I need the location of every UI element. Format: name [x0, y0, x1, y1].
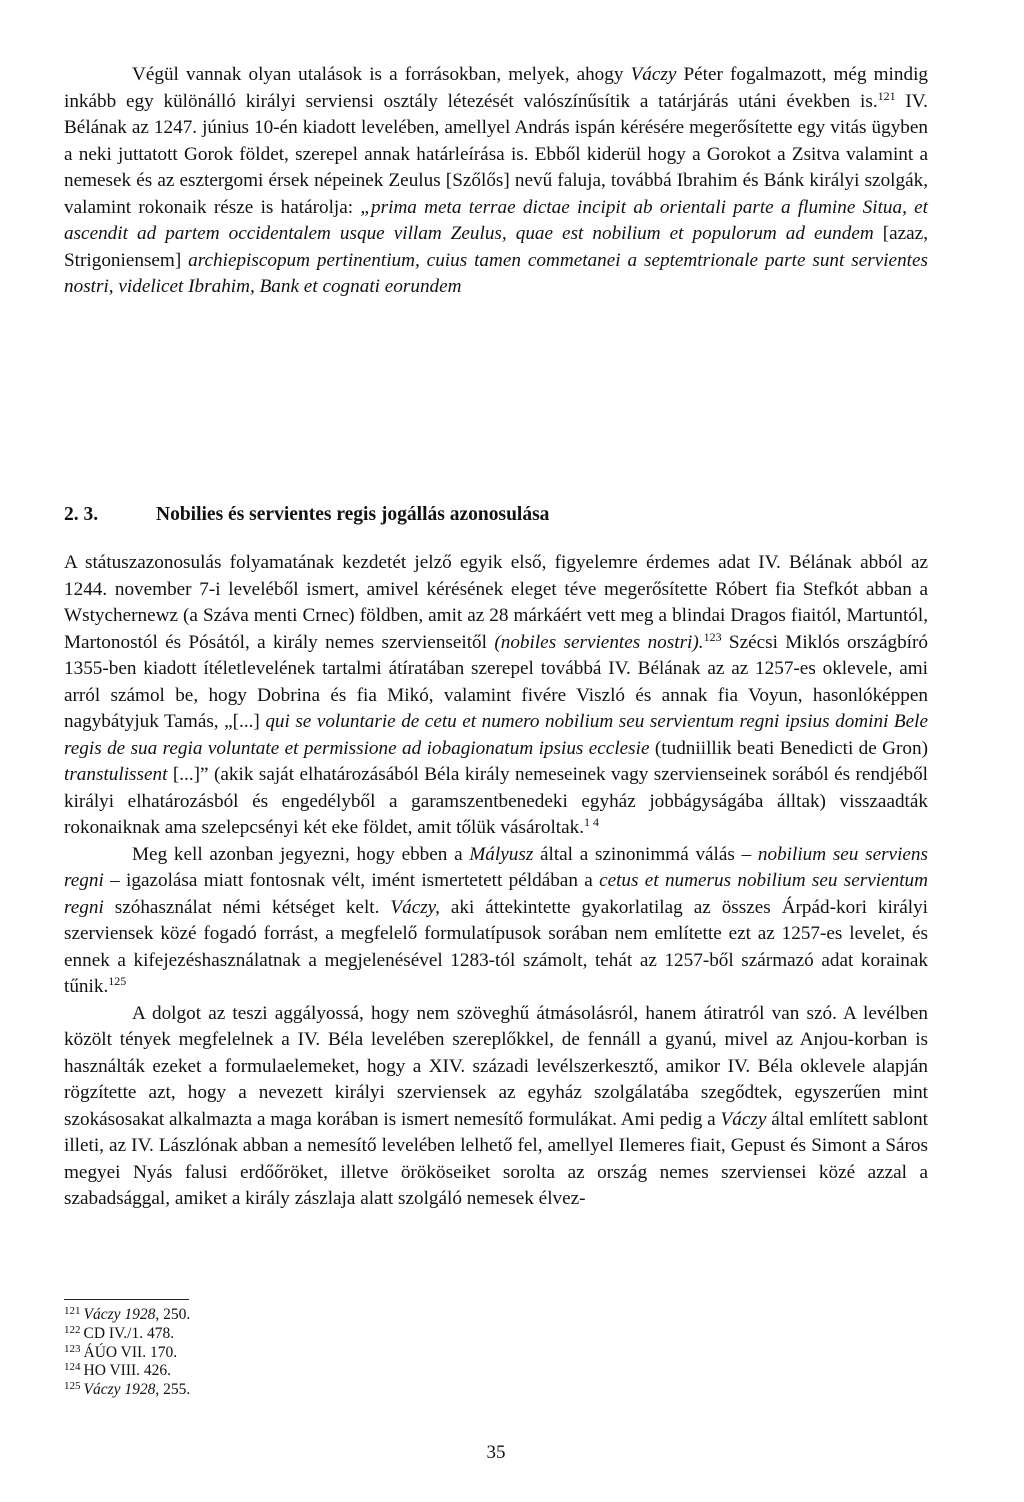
section-title: Nobilies és servientes regis jogállás azonosulása: [156, 504, 550, 525]
page-number: 35: [486, 1442, 506, 1463]
footnote: [64, 1306, 190, 1325]
section-number: 2. 3.: [64, 504, 99, 525]
footnote-ref: 122: [64, 1323, 81, 1336]
page: [64, 62, 929, 1463]
footnote: [64, 1362, 190, 1381]
footnote-ref: 123: [64, 1342, 81, 1355]
text-run: A státuszazonosulás folyamatának kezdetét jelző egyik első, figyelemre érdemes adat IV. Bélának abból az 1244. november 7-i leveléből ismert, amivel kérésének eleget téve megerősítette Róbert fia Stefkót abban a Wstychernewz (a Száva menti Crnec) földben, amit az 28 márkáért vett meg a blindai Dragos fiaitól, Martuntól, Martonostól és Pósától, a király nemes szervienseitől: [64, 552, 928, 653]
text-run: aki áttekintette gyakorlatilag az összes Árpád-kori királyi szerviensek közé fogadó forrást, a megfelelő formulatípusok sorában nem említette ezt az 1257-es levelet, és ennek a kifejezéshasználatnak a megjelenésével 1283-tól számolt, tehát az 1257-ből származó adat korainak tűnik.: [64, 896, 928, 997]
italic-text: transtulissent: [64, 764, 168, 785]
text-run: , 250.: [155, 1306, 191, 1323]
footnote: [64, 1344, 190, 1363]
footnote-ref: 124: [64, 1361, 81, 1374]
text-run: CD IV./1. 478.: [83, 1324, 175, 1342]
footnote-ref: 125: [108, 974, 127, 988]
text-run: által említett sablont illeti, az IV. Lászlónak abban a nemesítő levelében lelhető fel, amellyel Ilemeres fiait, Gepust és Simont a Sáros megyei Nyás falusi erdőőröket, illetve örököseiket sorolta az ország nemes szerviensei közé azzal a szabadsággal, amiket a király zászlaja alatt szolgáló nemesek élvez-: [64, 1108, 928, 1209]
footnote-rule: [64, 1299, 189, 1300]
text-run: Szécsi Miklós országbíró 1355-ben kiadott ítéletlevelének tartalmi átíratában szerepel továbbá IV. Bélának az az 1257-es oklevele, ami arról számol be, hogy Dobrina és fia Mikó, valamint fivére Viszló és annak fia Voyun, hasonlóképpen nagybátyjuk Tamás, „[...]: [64, 631, 928, 732]
section-heading: [64, 504, 928, 526]
text-run: A dolgot az teszi aggályossá, hogy nem szöveghű átmásolásról, hanem átiratról van szó. A levélben közölt tények megfelelnek a IV. Béla levelében szereplőkkel, de fennáll a gyanú, mivel az Anjou-korban is használták ezeket a formulaelemeket, hogy a XIV. századi levélszerkesztő, amikor IV. Béla oklevele alapján rögzítette azt, hogy a nevezett királyi szerviensek az egyház szolgálatába szegődtek, egyszerűen mint szokásosakat alkalmazta a maga korában is ismert nemesítő formulákat. Ami pedig a: [64, 1002, 928, 1130]
text-run: Péter fogalmazott, még mindig inkább egy különálló királyi serviensi osztály létezését valószínűsítik a tatárjárás utáni években is.: [64, 64, 928, 112]
text-run: IV. Bélának az 1247. június 10-én kiadott levelében, amellyel András ispán kérésére megerősítette egy vitás ügyben a neki juttatott Gorok földet, szerepel annak határleírása is. Ebből kiderül hogy a Gorokot a Zsitva valamint a nemesek és az esztergomi érsek népeinek Zeulus [Szőlős] nevű faluja, továbbá Ibrahim és Bánk királyi szolgák, valamint rokonaik része is határolja:: [64, 90, 928, 218]
text-run: HO VIII. 426.: [83, 1362, 172, 1380]
paragraph-1: [64, 62, 928, 301]
text-run: (tudniillik beati Benedicti de Gron): [649, 737, 929, 759]
text-run: ÁÚO VII. 170.: [83, 1343, 178, 1361]
italic-text: Váczy 1928: [83, 1306, 156, 1323]
italic-text: Váczy: [720, 1108, 767, 1130]
paragraph-4: [64, 1001, 928, 1213]
text-run: [azaz, Strigoniensem]: [64, 223, 928, 271]
italic-text: Váczy 1928: [83, 1381, 156, 1399]
paragraph-2: [64, 550, 928, 842]
footnote-ref: 121: [64, 1305, 81, 1317]
footnote-ref: 123: [703, 629, 722, 644]
footnotes: [64, 1306, 190, 1400]
footnote: [64, 1381, 190, 1400]
italic-text: cetus et numerus nobilium seu servientum regni: [64, 870, 928, 918]
italic-text: archiepiscopum pertinentium, cuius tamen commetanei a septemtrionale parte sunt servientes nostri, videlicet Ibrahim, Bank et cognati eorundem: [64, 249, 928, 297]
text-run: , 255.: [155, 1381, 191, 1399]
body-text: [64, 550, 928, 1213]
italic-text: Váczy: [630, 64, 677, 85]
italic-text: qui se voluntarie de cetu et numero nobilium seu servientum regni ipsius domini Bele regis de sua regia voluntate et permissione ad iobagionatum ipsius ecclesie: [64, 711, 929, 759]
text-run: – igazolása miatt fontosnak vélt, imént ismertetett példában a: [103, 870, 600, 891]
italic-text: nobilium seu serviens regni: [64, 843, 928, 891]
footnote: [64, 1325, 190, 1344]
text-run: Meg kell azonban jegyezni, hogy ebben a: [132, 843, 470, 865]
italic-text: Váczy,: [390, 896, 440, 918]
text-run: szóhasználat némi kétséget kelt.: [103, 896, 391, 918]
text-run: Végül vannak olyan utalások is a forrásokban, melyek, ahogy: [132, 64, 631, 85]
footnote-ref: 125: [64, 1380, 81, 1393]
italic-text: „prima meta terrae dictae incipit ab orientali parte a flumine Situa, et ascendit ad partem occidentalem usque villam Zeulus, quae est nobilium et populorum ad eundem: [64, 196, 929, 244]
text-run: [...]” (akik saját elhatározásából Béla király nemeseinek vagy szervienseinek sorából és rendjéből királyi elhatározásból és engedélyből a garamszentbenedeki egyház jobbágyságába álltak) visszaadták rokonaiknak ama szelepcsényi két eke földet, amit tőlük vásároltak.: [64, 764, 928, 838]
italic-text: (nobiles servientes nostri).: [494, 631, 704, 653]
footnote-ref: 1 4: [584, 815, 600, 829]
footnote-ref: 121: [877, 88, 896, 103]
text-run: által a szinonimmá válás –: [533, 843, 758, 865]
paragraph-3: [64, 842, 928, 1001]
italic-text: Mályusz: [469, 843, 534, 865]
